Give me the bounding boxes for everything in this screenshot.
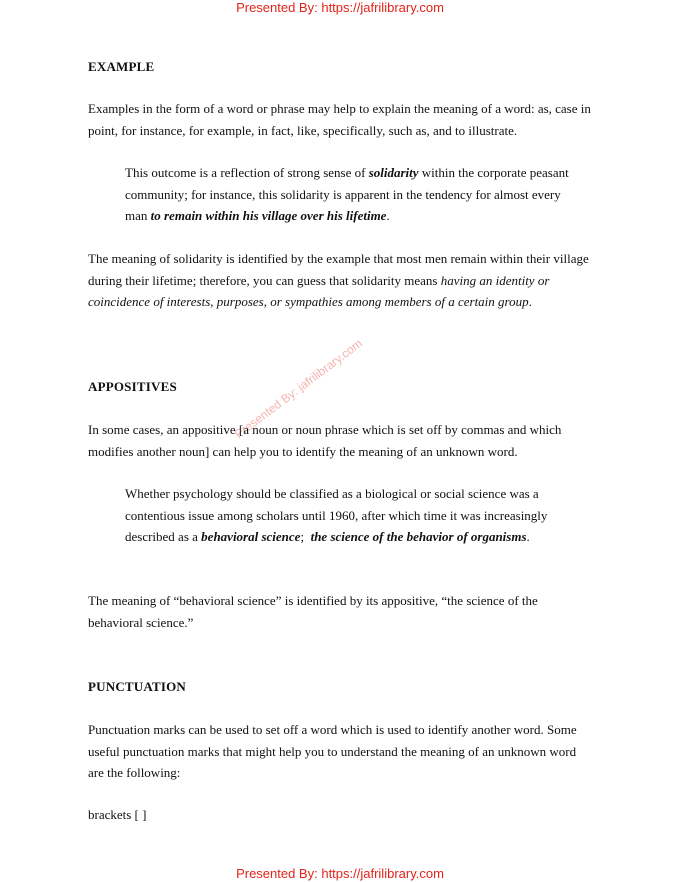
explanation-end: . (528, 294, 532, 309)
banner-link[interactable]: https://jafrilibrary.com (321, 866, 444, 881)
example-quote (125, 162, 580, 227)
quote-separator: ; (300, 529, 311, 544)
quote-text: within the corporate peasant community; for instance, this solidarity is apparent in the tendency for almost every man (125, 165, 569, 223)
watermark: Presented By: jafrilibrary.com (232, 336, 365, 442)
banner-prefix: Presented By: (236, 0, 322, 15)
banner-link[interactable]: https://jafrilibrary.com (321, 0, 444, 15)
quote-end: . (526, 529, 530, 544)
heading-punctuation: PUNCTUATION (88, 679, 187, 694)
heading-example: EXAMPLE (88, 59, 155, 74)
quote-end: . (386, 208, 390, 223)
quote-emphasis: to remain within his village over his lifetime (150, 208, 387, 223)
example-explanation (88, 248, 593, 313)
term-behavioral-science: behavioral science (201, 529, 301, 544)
quote-text: This outcome is a reflection of strong sense of (125, 165, 369, 180)
punctuation-item-brackets: brackets [ ] (88, 807, 147, 822)
banner-prefix: Presented By: (236, 866, 322, 881)
example-intro: Examples in the form of a word or phrase may help to explain the meaning of a word: as, case in point, for instance, for example, in fact, like, specifically, such as, and to illustrate. (88, 101, 591, 138)
behavioral-science-definition: the science of the behavior of organisms (310, 529, 527, 544)
appositives-quote (125, 483, 580, 548)
appositives-explanation: The meaning of “behavioral science” is identified by its appositive, “the science of the behavioral science.” (88, 593, 538, 630)
term-solidarity: solidarity (368, 165, 419, 180)
explanation-text: The meaning of solidarity is identified by the example that most men remain within their village during their lifetime; therefore, you can guess that solidarity means (88, 251, 589, 288)
quote-text: Whether psychology should be classified as a biological or social science was a contentious issue among scholars until 1960, after which time it was increasingly described as a (125, 486, 548, 544)
appositives-intro: In some cases, an appositive [a noun or noun phrase which is set off by commas and which modifies another noun] can help you to identify the meaning of an unknown word. (88, 422, 562, 459)
header-banner (0, 0, 680, 16)
heading-appositives: APPOSITIVES (88, 379, 177, 394)
punctuation-intro: Punctuation marks can be used to set off a word which is used to identify another word. Some useful punctuation marks that might help you to understand the meaning of an unknown word are the following: (88, 722, 577, 780)
solidarity-definition: having an identity or coincidence of interests, purposes, or sympathies among members of a certain group (88, 272, 550, 309)
